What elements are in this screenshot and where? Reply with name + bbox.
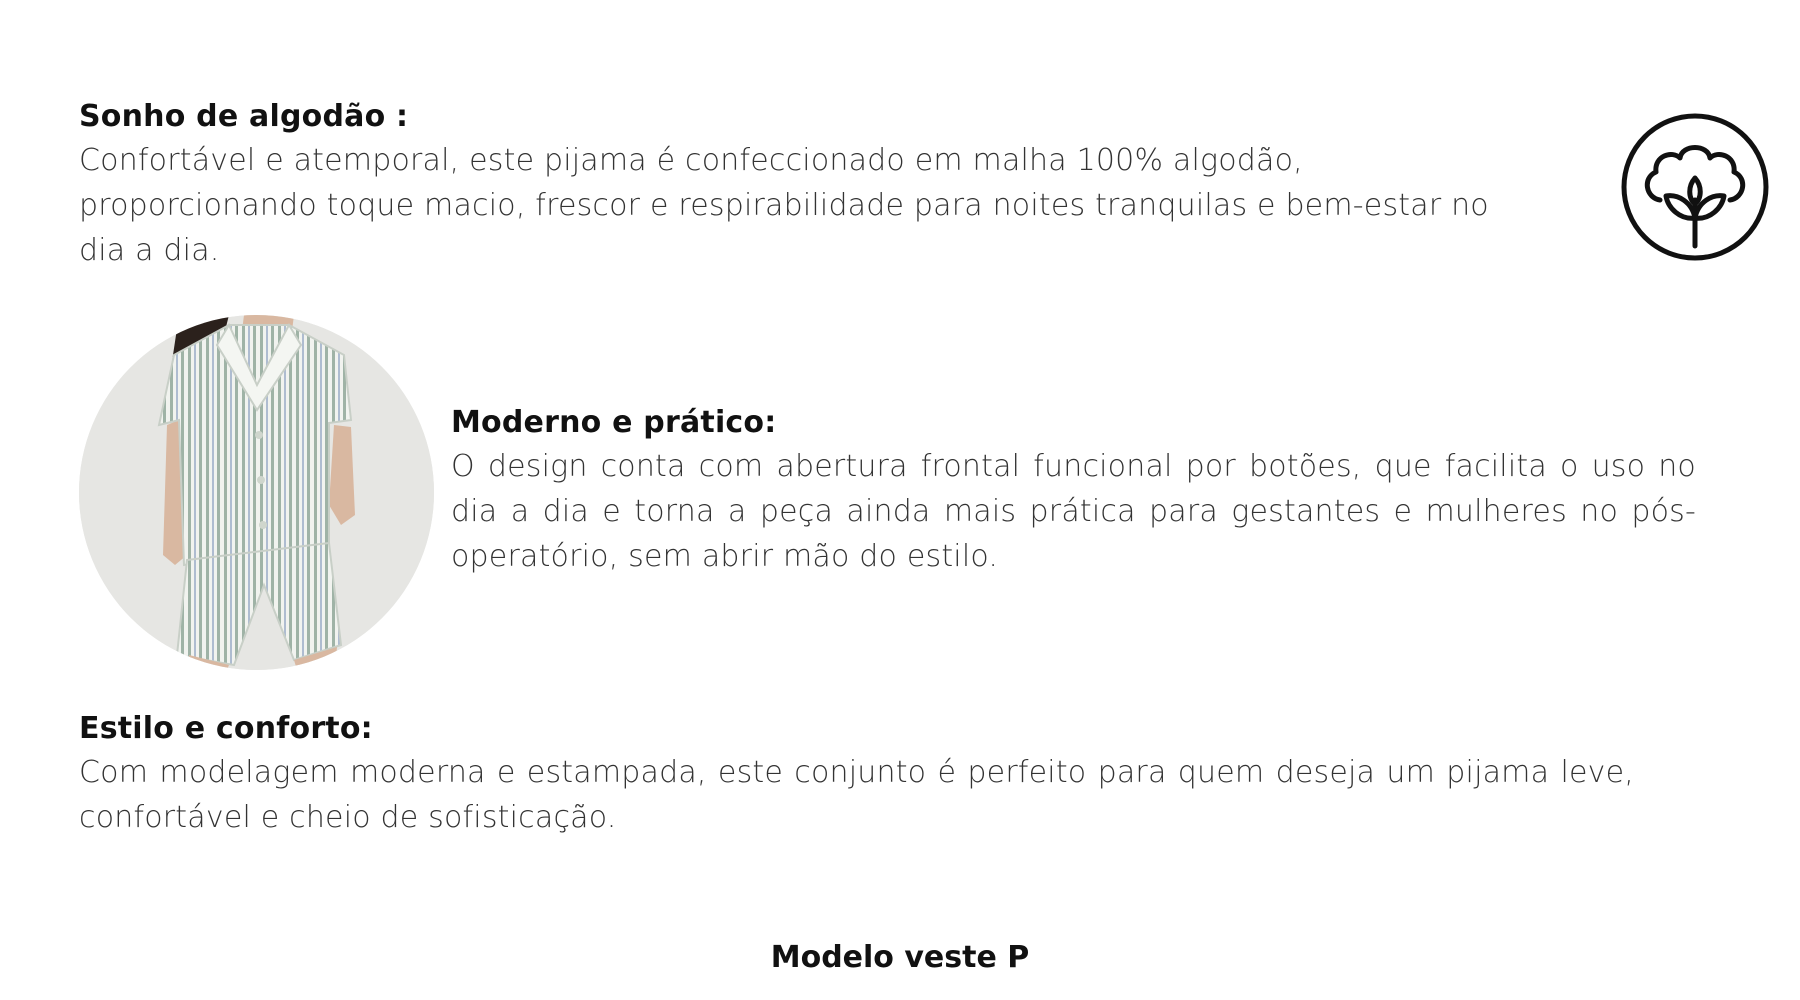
section-text: Com modelagem moderna e estampada, este conjunto é perfeito para quem deseja um pijama leve, confortável e cheio de sofisticação. [79, 755, 1634, 835]
section-heading: Moderno e prático: [451, 405, 777, 440]
cotton-flower-icon [1620, 112, 1770, 262]
model-photo [79, 315, 434, 670]
section-style-comfort [79, 708, 1634, 840]
model-size-note: Modelo veste P [770, 940, 1030, 975]
section-text: O design conta com abertura frontal funcional por botões, que facilita o uso no dia a dia e torna a peça ainda mais prática para gestantes e mulheres no pós-operatório, sem abrir mão do estilo. [451, 449, 1696, 574]
section-text: Confortável e atemporal, este pijama é confeccionado em malha 100% algodão, proporcionando toque macio, frescor e respirabilidade para noites tranquilas e bem-estar no dia a dia. [79, 143, 1489, 268]
section-heading: Estilo e conforto: [79, 711, 373, 746]
section-heading: Sonho de algodão : [79, 99, 409, 134]
section-cotton-dream [79, 96, 1549, 273]
section-modern-practical [451, 402, 1696, 579]
